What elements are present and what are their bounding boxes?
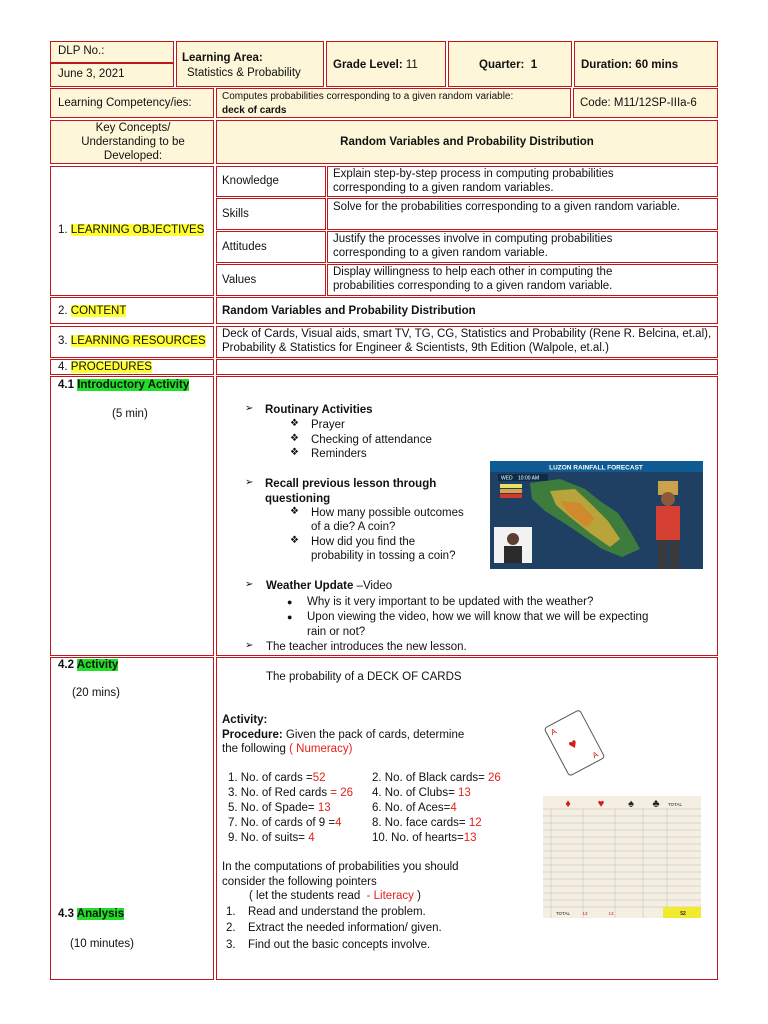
recall-question: How did you find the [311,536,416,548]
objective-domain: Knowledge [222,175,279,187]
quarter-label: Quarter: [479,59,525,71]
content-label: CONTENT [70,305,127,317]
activity-label-text: Activity: [222,714,268,726]
objectives-label: LEARNING OBJECTIVES [70,224,205,236]
dlp-label: DLP No.: [58,45,105,57]
question-text: 9. No. of suits= [228,832,309,844]
pointers-line1: In the computations of probabilities you should [222,861,459,873]
diamond-bullet-icon: ❖ [290,506,299,517]
arrow-bullet-icon: ➢ [245,640,254,651]
quarter-value: 1 [530,59,538,71]
competency-code: Code: M11/12SP-IIIa-6 [580,97,697,109]
spade-suit-icon: ♠ [628,798,634,810]
resources-value: Deck of Cards, Visual aids, smart TV, TG, CG, Statistics and Probability (Rene R. Belcina, et.al), Probability & Statistics for Engineer & Scientists, 9th Edition (Walpole, et.al.) [222,328,712,355]
objective-domain: Values [222,274,257,286]
grade-label: Grade Level: [333,59,403,71]
card-table-image [543,796,701,918]
recall-question: of a die? A coin? [311,521,396,533]
question-text: 8. No. face cards= [372,817,469,829]
diamond-bullet-icon: ❖ [290,433,299,444]
question-text: 7. No. of cards of 9 = [228,817,336,829]
question-text: 2. No. of Black cards= [372,772,489,784]
step-number: 1. [226,906,236,918]
competency-text [222,90,513,117]
weather-day: WED [501,475,513,482]
answer-text: 12 [468,817,482,829]
resources-heading [58,334,206,348]
answer-text: 26 [488,772,501,784]
card-corner-top: A [549,726,559,738]
content-heading [58,304,126,318]
answer-text: 13 [317,802,331,814]
numeracy-tag: ( Numeracy) [289,743,353,755]
duration: Duration: 60 mins [581,59,679,71]
grade-value: 11 [405,59,418,71]
procedure-line1 [222,728,464,742]
key-concepts-label: Key Concepts/ Understanding to be Developed: [81,122,185,162]
recall-title-line2: questioning [265,493,331,505]
quarter [479,58,537,72]
procedure-text2: the following [222,743,286,755]
content-value: Random Variables and Probability Distribution [222,305,476,317]
intro-time: (5 min) [112,408,148,420]
answer-text: 4 [308,832,315,844]
learning-area-value: Statistics & Probability [187,67,301,79]
answer-text: 13 [457,787,471,799]
answer-text: 4 [335,817,342,829]
card-question [372,816,482,830]
card-question [372,831,477,845]
arrow-bullet-icon: ➢ [245,477,254,488]
objectives-number: 1. [58,224,68,236]
answer-text: 4 [450,802,457,814]
step-number: 3. [226,939,236,951]
procedures-value-cell [216,359,718,375]
activity-time: (20 mins) [72,687,120,699]
weather-title-suffix: –Video [356,580,393,592]
table-total-label: TOTAL [667,802,683,807]
learning-area-label: Learning Area: [182,52,263,64]
routinary-item: Prayer [311,419,345,431]
objective-text: Explain step-by-step process in computing probabilities corresponding to a given random variables. [333,168,614,195]
objective-text: Justify the processes involve in computing probabilities corresponding to a given random variable. [333,233,613,260]
card-question [228,831,315,845]
activity-number: 4.2 [58,659,74,671]
weather-question: Upon viewing the video, how we will know that we will be expecting [307,611,649,623]
diamond-bullet-icon: ❖ [290,447,299,458]
table-total-all: 52 [680,911,686,917]
weather-time: 10:00 AM [518,475,540,482]
content-number: 2. [58,305,68,317]
teacher-line: The teacher introduces the new lesson. [266,641,467,653]
procedures-label: PROCEDURES [70,361,152,373]
analysis-number: 4.3 [58,908,74,920]
question-text: 1. No. of cards = [228,772,313,784]
routinary-title: Routinary Activities [265,404,373,416]
table-total-row-label: TOTAL [555,911,571,916]
club-suit-icon: ♣ [652,798,660,810]
answer-text: = 26 [330,787,353,799]
competency-label: Learning Competency/ies: [58,97,192,109]
table-total-hearts: 13 [608,911,614,916]
competency-text-bold: deck of cards [222,104,287,116]
date-value: June 3, 2021 [58,68,125,80]
card-question [228,816,341,830]
objective-text: Display willingness to help each other in computing the probabilities corresponding to a given random variable. [333,266,613,293]
resources-number: 3. [58,335,68,347]
objective-domain: Attitudes [222,241,267,253]
weather-question: Why is it very important to be updated with the weather? [307,596,594,608]
analysis-time: (10 minutes) [70,938,134,950]
routinary-item: Reminders [311,448,367,460]
recall-title-line1: Recall previous lesson through [265,478,437,490]
weather-title-bold: Weather Update [266,580,354,592]
procedures-heading [58,360,152,374]
card-question [372,786,471,800]
answer-text: 52 [312,772,326,784]
weather-title [266,579,392,593]
recall-question: How many possible outcomes [311,507,464,519]
question-text: 5. No. of Spade= [228,802,318,814]
objectives-heading [58,223,204,237]
recall-question: probability in tossing a coin? [311,550,456,562]
bullet-dot-icon: ● [287,597,293,607]
heart-icon: ♥ [565,734,581,753]
procedure-label: Procedure: [222,729,283,741]
answer-text: 13 [463,832,477,844]
card-question [372,801,457,815]
intro-label: Introductory Activity [77,379,190,391]
arrow-bullet-icon: ➢ [245,579,254,590]
question-text: 3. No. of Red cards [228,787,331,799]
intro-number: 4.1 [58,379,74,391]
literacy-tag: - Literacy [366,890,414,902]
card-corner-bottom: A [590,749,600,761]
question-text: 10. No. of hearts= [372,832,464,844]
heart-suit-icon: ♥ [597,798,605,810]
routinary-item: Checking of attendance [311,434,432,446]
literacy-line [249,889,421,903]
pointers-line2: consider the following pointers [222,876,377,888]
playing-card-image [540,708,608,776]
key-concepts-value: Random Variables and Probability Distribution [340,136,594,148]
objective-domain: Skills [222,208,249,220]
step-text: Read and understand the problem. [248,906,426,918]
competency-text-main: Computes probabilities corresponding to a given random variable: [222,91,514,102]
weather-forecast-image [490,461,703,569]
activity-label-cell [50,657,214,980]
procedure-text1: Given the pack of cards, determine [285,729,465,741]
intro-heading [58,378,189,392]
question-text: 4. No. of Clubs= [372,787,458,799]
literacy-pre: ( let the students read [249,890,361,902]
grade-level [333,58,418,72]
diamond-bullet-icon: ❖ [290,418,299,429]
literacy-post: ) [417,890,421,902]
card-question [228,771,326,785]
analysis-label: Analysis [76,908,125,920]
question-text: 6. No. of Aces= [372,802,451,814]
step-text: Find out the basic concepts involve. [248,939,431,951]
procedure-line2 [222,742,352,756]
table-total-diamonds: 13 [582,911,588,916]
card-question [372,771,501,785]
activity-label: Activity [76,659,119,671]
activity-heading [58,658,118,672]
arrow-bullet-icon: ➢ [245,403,254,414]
analysis-heading [58,907,124,921]
step-number: 2. [226,922,236,934]
objective-text: Solve for the probabilities corresponding to a given random variable. [333,201,681,213]
procedures-number: 4. [58,361,68,373]
weather-banner: LUZON RAINFALL FORECAST [549,464,643,472]
diamond-bullet-icon: ❖ [290,535,299,546]
card-question [228,786,353,800]
weather-question: rain or not? [307,626,366,638]
card-question [228,801,331,815]
bullet-dot-icon: ● [287,612,293,622]
step-text: Extract the needed information/ given. [248,922,442,934]
activity-intro-line: The probability of a DECK OF CARDS [266,671,462,683]
resources-label: LEARNING RESOURCES [70,335,206,347]
diamond-suit-icon: ♦ [565,798,571,810]
